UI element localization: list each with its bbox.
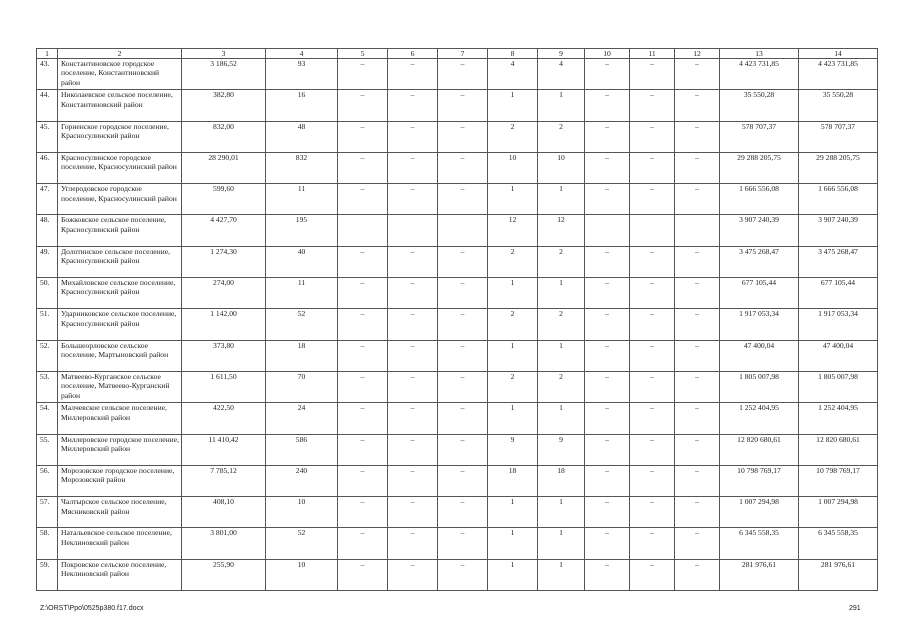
settlement-name-cell: Ударниковское сельское поселение, Красносулинский район: [58, 309, 182, 340]
value-cell: –: [338, 528, 388, 559]
value-cell: 10: [266, 497, 338, 528]
value-cell: –: [675, 278, 720, 309]
value-cell: –: [388, 528, 438, 559]
value-cell: –: [438, 497, 488, 528]
value-cell: –: [585, 121, 630, 152]
value-cell: –: [338, 434, 388, 465]
value-cell: 1: [538, 403, 585, 434]
value-cell: 586: [266, 434, 338, 465]
value-cell: 832,00: [182, 121, 266, 152]
value-cell: 1: [488, 184, 538, 215]
value-cell: 2: [538, 246, 585, 277]
value-cell: 1: [538, 497, 585, 528]
amount-cell: 677 105,44: [799, 278, 878, 309]
value-cell: –: [338, 184, 388, 215]
amount-cell: 1 252 404,95: [720, 403, 799, 434]
value-cell: 1: [488, 528, 538, 559]
value-cell: 52: [266, 309, 338, 340]
table-row: [37, 340, 878, 371]
amount-cell: 578 707,37: [720, 121, 799, 152]
amount-cell: 47 400,04: [720, 340, 799, 371]
column-number-header: 3: [182, 49, 266, 59]
row-number-cell: 45.: [37, 121, 58, 152]
row-number-cell: 46.: [37, 152, 58, 183]
amount-cell: 1 666 556,08: [799, 184, 878, 215]
amount-cell: 10 798 769,17: [720, 465, 799, 496]
table-row: [37, 528, 878, 559]
table-row: [37, 403, 878, 434]
amount-cell: 677 105,44: [720, 278, 799, 309]
value-cell: –: [438, 559, 488, 590]
amount-cell: 4 423 731,85: [720, 59, 799, 90]
value-cell: 18: [266, 340, 338, 371]
column-number-header: 2: [58, 49, 182, 59]
value-cell: 1: [538, 340, 585, 371]
value-cell: 48: [266, 121, 338, 152]
value-cell: –: [630, 528, 675, 559]
value-cell: 2: [538, 371, 585, 402]
value-cell: 1: [488, 278, 538, 309]
table-row: [37, 465, 878, 496]
value-cell: –: [675, 434, 720, 465]
row-number-cell: 57.: [37, 497, 58, 528]
value-cell: –: [585, 90, 630, 121]
amount-cell: 35 550,28: [720, 90, 799, 121]
value-cell: –: [675, 371, 720, 402]
document-table: [36, 48, 878, 591]
value-cell: 11: [266, 278, 338, 309]
value-cell: 1: [488, 403, 538, 434]
settlement-name-cell: Долотинское сельское поселение, Красносулинский район: [58, 246, 182, 277]
value-cell: –: [338, 59, 388, 90]
value-cell: 3 801,00: [182, 528, 266, 559]
value-cell: –: [630, 465, 675, 496]
value-cell: –: [630, 184, 675, 215]
value-cell: 28 290,01: [182, 152, 266, 183]
value-cell: –: [585, 309, 630, 340]
row-number-cell: 47.: [37, 184, 58, 215]
value-cell: 422,50: [182, 403, 266, 434]
value-cell: –: [338, 403, 388, 434]
amount-cell: 578 707,37: [799, 121, 878, 152]
column-number-header: 8: [488, 49, 538, 59]
amount-cell: 12 820 680,61: [799, 434, 878, 465]
value-cell: –: [438, 184, 488, 215]
value-cell: –: [675, 184, 720, 215]
value-cell: [630, 215, 675, 246]
value-cell: 382,80: [182, 90, 266, 121]
value-cell: –: [630, 59, 675, 90]
value-cell: –: [630, 309, 675, 340]
amount-cell: 3 475 268,47: [720, 246, 799, 277]
value-cell: –: [388, 90, 438, 121]
amount-cell: 35 550,28: [799, 90, 878, 121]
table-row: [37, 434, 878, 465]
value-cell: 1: [538, 278, 585, 309]
value-cell: [388, 215, 438, 246]
value-cell: –: [675, 340, 720, 371]
amount-cell: 1 252 404,95: [799, 403, 878, 434]
value-cell: 2: [538, 121, 585, 152]
amount-cell: 1 007 294,98: [799, 497, 878, 528]
value-cell: 1: [538, 559, 585, 590]
settlement-name-cell: Николаевское сельское поселение, Константиновский район: [58, 90, 182, 121]
value-cell: –: [675, 465, 720, 496]
row-number-cell: 58.: [37, 528, 58, 559]
column-number-header: 11: [630, 49, 675, 59]
value-cell: 2: [488, 309, 538, 340]
table-row: [37, 246, 878, 277]
row-number-cell: 48.: [37, 215, 58, 246]
value-cell: –: [388, 309, 438, 340]
value-cell: –: [675, 559, 720, 590]
value-cell: –: [630, 90, 675, 121]
value-cell: –: [338, 121, 388, 152]
settlement-name-cell: Матвеево-Курганское сельское поселение, Матвеево-Курганский район: [58, 371, 182, 402]
value-cell: 24: [266, 403, 338, 434]
table-body: [37, 59, 878, 591]
value-cell: –: [585, 465, 630, 496]
amount-cell: 1 805 007,98: [799, 371, 878, 402]
column-number-header: 5: [338, 49, 388, 59]
settlement-name-cell: Красносулинское городское поселение, Красносулинский район: [58, 152, 182, 183]
row-number-cell: 51.: [37, 309, 58, 340]
value-cell: 2: [488, 121, 538, 152]
value-cell: –: [438, 278, 488, 309]
table-row: [37, 278, 878, 309]
value-cell: [585, 215, 630, 246]
value-cell: –: [438, 309, 488, 340]
value-cell: –: [338, 246, 388, 277]
value-cell: 2: [488, 371, 538, 402]
value-cell: –: [438, 528, 488, 559]
row-number-cell: 56.: [37, 465, 58, 496]
row-number-cell: 55.: [37, 434, 58, 465]
settlement-name-cell: Константиновское городское поселение, Константиновский район: [58, 59, 182, 90]
value-cell: 2: [538, 309, 585, 340]
settlement-name-cell: Морозовское городское поселение, Морозовский район: [58, 465, 182, 496]
amount-cell: 47 400,04: [799, 340, 878, 371]
value-cell: –: [585, 246, 630, 277]
table-row: [37, 497, 878, 528]
value-cell: –: [338, 90, 388, 121]
value-cell: 12: [538, 215, 585, 246]
value-cell: 1 142,00: [182, 309, 266, 340]
settlement-name-cell: Горненское городское поселение, Красносулинский район: [58, 121, 182, 152]
value-cell: 1: [488, 559, 538, 590]
value-cell: 1: [488, 497, 538, 528]
settlement-name-cell: Малчевское сельское поселение, Миллеровский район: [58, 403, 182, 434]
value-cell: –: [630, 434, 675, 465]
value-cell: –: [388, 121, 438, 152]
value-cell: 18: [538, 465, 585, 496]
value-cell: 1 611,50: [182, 371, 266, 402]
value-cell: 195: [266, 215, 338, 246]
value-cell: –: [338, 371, 388, 402]
value-cell: –: [438, 371, 488, 402]
value-cell: 12: [488, 215, 538, 246]
value-cell: 373,80: [182, 340, 266, 371]
value-cell: –: [388, 434, 438, 465]
row-number-cell: 54.: [37, 403, 58, 434]
row-number-cell: 52.: [37, 340, 58, 371]
settlement-name-cell: Миллеровское городское поселение, Миллеровский район: [58, 434, 182, 465]
row-number-cell: 49.: [37, 246, 58, 277]
amount-cell: 1 007 294,98: [720, 497, 799, 528]
settlement-name-cell: Михайловское сельское поселение, Красносулинский район: [58, 278, 182, 309]
value-cell: [438, 215, 488, 246]
amount-cell: 12 820 680,61: [720, 434, 799, 465]
page-number: 291: [849, 605, 861, 612]
row-number-cell: 53.: [37, 371, 58, 402]
column-number-header: 7: [438, 49, 488, 59]
value-cell: –: [388, 403, 438, 434]
value-cell: –: [388, 59, 438, 90]
value-cell: 93: [266, 59, 338, 90]
value-cell: –: [585, 184, 630, 215]
value-cell: –: [585, 528, 630, 559]
value-cell: 1: [538, 90, 585, 121]
amount-cell: 1 917 053,34: [720, 309, 799, 340]
amount-cell: 3 907 240,39: [720, 215, 799, 246]
amount-cell: 6 345 558,35: [799, 528, 878, 559]
value-cell: –: [338, 152, 388, 183]
value-cell: –: [585, 278, 630, 309]
amount-cell: 6 345 558,35: [720, 528, 799, 559]
value-cell: –: [585, 559, 630, 590]
value-cell: –: [438, 246, 488, 277]
value-cell: –: [338, 497, 388, 528]
value-cell: –: [585, 434, 630, 465]
value-cell: –: [438, 340, 488, 371]
value-cell: –: [585, 403, 630, 434]
value-cell: 4: [538, 59, 585, 90]
settlement-name-cell: Божковское сельское поселение, Красносулинский район: [58, 215, 182, 246]
amount-cell: 281 976,61: [799, 559, 878, 590]
value-cell: [338, 215, 388, 246]
value-cell: 52: [266, 528, 338, 559]
value-cell: –: [630, 152, 675, 183]
value-cell: 1: [488, 340, 538, 371]
amount-cell: 1 666 556,08: [720, 184, 799, 215]
value-cell: –: [630, 403, 675, 434]
value-cell: –: [585, 59, 630, 90]
value-cell: –: [338, 278, 388, 309]
value-cell: 7 785,12: [182, 465, 266, 496]
value-cell: 9: [488, 434, 538, 465]
value-cell: 4 427,70: [182, 215, 266, 246]
column-number-header: 13: [720, 49, 799, 59]
column-number-header: 12: [675, 49, 720, 59]
value-cell: 10: [488, 152, 538, 183]
value-cell: 18: [488, 465, 538, 496]
value-cell: –: [630, 497, 675, 528]
value-cell: 240: [266, 465, 338, 496]
value-cell: –: [675, 528, 720, 559]
value-cell: –: [338, 559, 388, 590]
value-cell: 255,90: [182, 559, 266, 590]
table-row: [37, 152, 878, 183]
value-cell: –: [675, 309, 720, 340]
value-cell: 274,00: [182, 278, 266, 309]
value-cell: 832: [266, 152, 338, 183]
row-number-cell: 43.: [37, 59, 58, 90]
value-cell: –: [438, 90, 488, 121]
settlement-name-cell: Покровское сельское поселение, Неклиновский район: [58, 559, 182, 590]
value-cell: –: [388, 371, 438, 402]
value-cell: –: [585, 152, 630, 183]
amount-cell: 281 976,61: [720, 559, 799, 590]
value-cell: –: [388, 559, 438, 590]
column-number-header: 14: [799, 49, 878, 59]
value-cell: 11 410,42: [182, 434, 266, 465]
value-cell: –: [630, 121, 675, 152]
amount-cell: 29 288 205,75: [799, 152, 878, 183]
value-cell: –: [388, 340, 438, 371]
settlement-name-cell: Натальевское сельское поселение, Неклиновский район: [58, 528, 182, 559]
table-row: [37, 59, 878, 90]
value-cell: –: [675, 152, 720, 183]
settlement-name-cell: Углеродовское городское поселение, Красносулинский район: [58, 184, 182, 215]
value-cell: –: [585, 497, 630, 528]
value-cell: –: [630, 371, 675, 402]
value-cell: 9: [538, 434, 585, 465]
value-cell: –: [585, 340, 630, 371]
value-cell: 40: [266, 246, 338, 277]
table-row: [37, 90, 878, 121]
value-cell: 1 274,30: [182, 246, 266, 277]
value-cell: 11: [266, 184, 338, 215]
column-number-header: 1: [37, 49, 58, 59]
amount-cell: 1 917 053,34: [799, 309, 878, 340]
value-cell: [675, 215, 720, 246]
table-row: [37, 559, 878, 590]
value-cell: –: [388, 184, 438, 215]
column-number-header: 10: [585, 49, 630, 59]
footer-file-path: Z:\ORST\Ppo\0525p380.f17.docx: [40, 605, 144, 612]
value-cell: 1: [488, 90, 538, 121]
value-cell: –: [438, 465, 488, 496]
amount-cell: 4 423 731,85: [799, 59, 878, 90]
value-cell: –: [388, 246, 438, 277]
value-cell: 4: [488, 59, 538, 90]
table-row: [37, 121, 878, 152]
table-row: [37, 371, 878, 402]
amount-cell: 29 288 205,75: [720, 152, 799, 183]
value-cell: –: [630, 340, 675, 371]
amount-cell: 3 907 240,39: [799, 215, 878, 246]
value-cell: –: [585, 371, 630, 402]
value-cell: 10: [266, 559, 338, 590]
value-cell: –: [675, 59, 720, 90]
value-cell: 70: [266, 371, 338, 402]
value-cell: –: [388, 152, 438, 183]
value-cell: 10: [538, 152, 585, 183]
column-number-header: 9: [538, 49, 585, 59]
value-cell: –: [675, 403, 720, 434]
value-cell: –: [438, 403, 488, 434]
value-cell: –: [675, 246, 720, 277]
value-cell: –: [630, 278, 675, 309]
value-cell: 16: [266, 90, 338, 121]
value-cell: –: [675, 121, 720, 152]
column-number-header: 4: [266, 49, 338, 59]
row-number-cell: 50.: [37, 278, 58, 309]
value-cell: 408,10: [182, 497, 266, 528]
settlement-name-cell: Чалтырское сельское поселение, Мясниковский район: [58, 497, 182, 528]
value-cell: –: [630, 559, 675, 590]
table-row: [37, 215, 878, 246]
column-number-header: 6: [388, 49, 438, 59]
value-cell: –: [338, 309, 388, 340]
value-cell: 1: [538, 528, 585, 559]
amount-cell: 3 475 268,47: [799, 246, 878, 277]
value-cell: –: [675, 497, 720, 528]
value-cell: –: [438, 434, 488, 465]
value-cell: –: [675, 90, 720, 121]
value-cell: 3 186,52: [182, 59, 266, 90]
value-cell: –: [438, 152, 488, 183]
value-cell: 1: [538, 184, 585, 215]
value-cell: –: [388, 278, 438, 309]
row-number-cell: 44.: [37, 90, 58, 121]
value-cell: –: [630, 246, 675, 277]
value-cell: –: [338, 465, 388, 496]
row-number-cell: 59.: [37, 559, 58, 590]
amount-cell: 1 805 007,98: [720, 371, 799, 402]
table-row: [37, 309, 878, 340]
table-row: [37, 184, 878, 215]
value-cell: 599,60: [182, 184, 266, 215]
value-cell: –: [338, 340, 388, 371]
value-cell: –: [438, 59, 488, 90]
value-cell: –: [388, 497, 438, 528]
column-number-header-row: [37, 49, 878, 59]
value-cell: –: [388, 465, 438, 496]
value-cell: –: [438, 121, 488, 152]
settlement-name-cell: Большеорловское сельское поселение, Мартыновский район: [58, 340, 182, 371]
value-cell: 2: [488, 246, 538, 277]
amount-cell: 10 798 769,17: [799, 465, 878, 496]
